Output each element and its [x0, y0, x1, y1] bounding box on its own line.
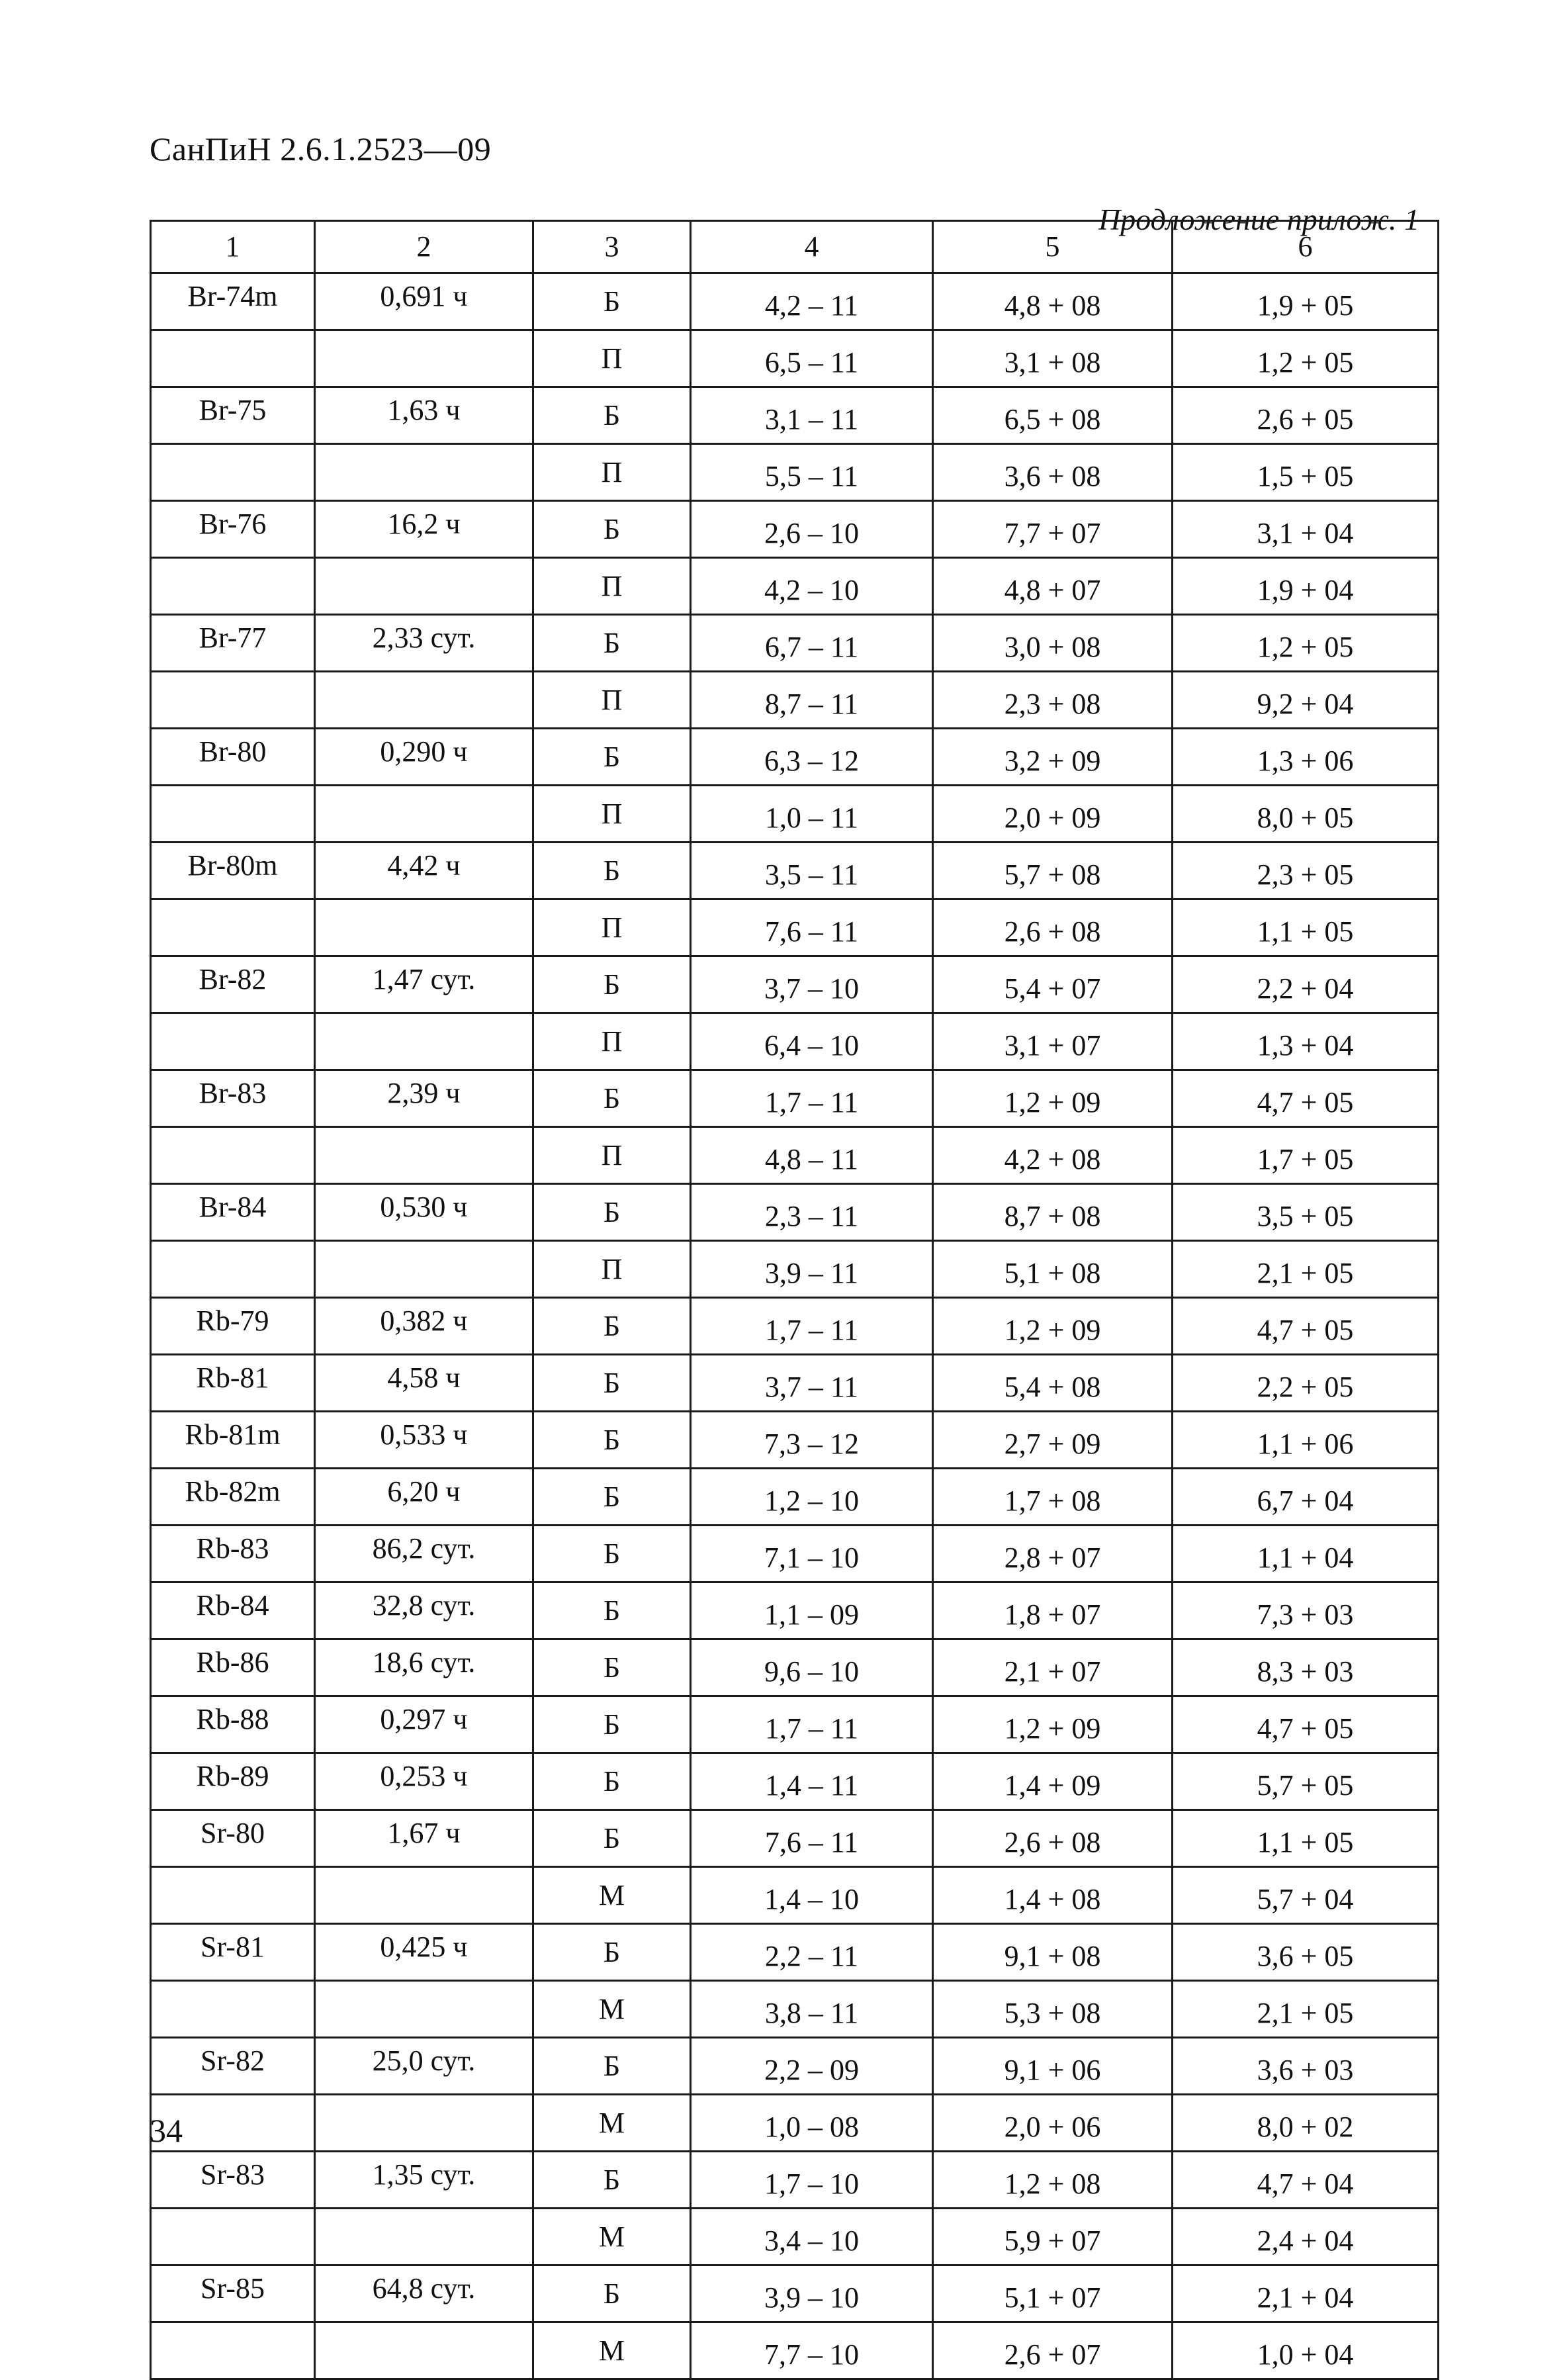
table-row: [151, 956, 1439, 1013]
value-col4-cell: 2,3 – 11: [691, 1184, 933, 1241]
value-col5-cell: 1,2 + 09: [933, 1298, 1173, 1355]
continuation-label: Продложение прилож. 1: [1098, 203, 1419, 236]
table-header-row: [151, 221, 1439, 273]
value-col5-cell: 2,6 + 08: [933, 899, 1173, 956]
half-life-cell: [315, 444, 533, 501]
value-col5-cell: 2,0 + 06: [933, 2095, 1173, 2152]
table-row: [151, 1013, 1439, 1070]
type-cell: М: [533, 2095, 691, 2152]
page-number: 34: [150, 2112, 183, 2149]
table-row: [151, 1696, 1439, 1753]
table-row: [151, 1184, 1439, 1241]
value-col6-cell: 1,1 + 04: [1173, 1526, 1439, 1582]
table-row: [151, 1924, 1439, 1981]
type-cell: Б: [533, 615, 691, 672]
type-cell: Б: [533, 956, 691, 1013]
value-col5-cell: 5,7 + 08: [933, 843, 1173, 899]
value-col4-cell: 1,4 – 10: [691, 1867, 933, 1924]
value-col5-cell: 5,1 + 08: [933, 1241, 1173, 1298]
table-row: [151, 1355, 1439, 1412]
table-row: [151, 2322, 1439, 2379]
half-life-cell: 2,39 ч: [315, 1070, 533, 1127]
type-cell: Б: [533, 1526, 691, 1582]
half-life-cell: 0,290 ч: [315, 729, 533, 786]
value-col5-cell: 4,8 + 07: [933, 558, 1173, 615]
table-row: [151, 1412, 1439, 1469]
table-row: [151, 1469, 1439, 1526]
value-col6-cell: 1,2 + 05: [1173, 330, 1439, 387]
type-cell: П: [533, 558, 691, 615]
value-col6-cell: 2,2 + 05: [1173, 1355, 1439, 1412]
value-col4-cell: 3,7 – 11: [691, 1355, 933, 1412]
column-header: 2: [315, 221, 533, 273]
value-col6-cell: 5,7 + 04: [1173, 1867, 1439, 1924]
half-life-cell: [315, 1241, 533, 1298]
type-cell: П: [533, 899, 691, 956]
table-row: [151, 1582, 1439, 1639]
type-cell: Б: [533, 501, 691, 558]
value-col5-cell: 3,1 + 07: [933, 1013, 1173, 1070]
value-col6-cell: 1,3 + 04: [1173, 1013, 1439, 1070]
nuclide-cell: [151, 444, 315, 501]
value-col4-cell: 1,7 – 11: [691, 1298, 933, 1355]
value-col6-cell: 1,7 + 05: [1173, 1127, 1439, 1184]
table-row: [151, 558, 1439, 615]
type-cell: Б: [533, 843, 691, 899]
half-life-cell: [315, 672, 533, 729]
half-life-cell: [315, 330, 533, 387]
value-col5-cell: 5,4 + 08: [933, 1355, 1173, 1412]
table-row: [151, 1298, 1439, 1355]
type-cell: П: [533, 786, 691, 843]
type-cell: П: [533, 330, 691, 387]
half-life-cell: [315, 2322, 533, 2379]
nuclide-cell: Sr-82: [151, 2038, 315, 2095]
type-cell: Б: [533, 1696, 691, 1753]
table-row: [151, 615, 1439, 672]
table-row: [151, 786, 1439, 843]
half-life-cell: [315, 1127, 533, 1184]
value-col6-cell: 2,1 + 05: [1173, 1981, 1439, 2038]
column-header: 1: [151, 221, 315, 273]
value-col5-cell: 3,2 + 09: [933, 729, 1173, 786]
value-col6-cell: 3,5 + 05: [1173, 1184, 1439, 1241]
nuclide-cell: Rb-81: [151, 1355, 315, 1412]
type-cell: Б: [533, 1810, 691, 1867]
value-col6-cell: 6,7 + 04: [1173, 1469, 1439, 1526]
type-cell: Б: [533, 1184, 691, 1241]
value-col5-cell: 1,2 + 08: [933, 2152, 1173, 2209]
value-col4-cell: 1,7 – 10: [691, 2152, 933, 2209]
value-col6-cell: 4,7 + 05: [1173, 1070, 1439, 1127]
table-row: [151, 1241, 1439, 1298]
table-row: [151, 1526, 1439, 1582]
half-life-cell: 4,58 ч: [315, 1355, 533, 1412]
value-col5-cell: 1,7 + 08: [933, 1469, 1173, 1526]
value-col4-cell: 6,3 – 12: [691, 729, 933, 786]
table-row: [151, 330, 1439, 387]
type-cell: П: [533, 1127, 691, 1184]
half-life-cell: 0,253 ч: [315, 1753, 533, 1810]
value-col4-cell: 4,2 – 11: [691, 273, 933, 330]
nuclide-cell: Br-74m: [151, 273, 315, 330]
value-col4-cell: 7,6 – 11: [691, 899, 933, 956]
value-col4-cell: 5,5 – 11: [691, 444, 933, 501]
column-header: 4: [691, 221, 933, 273]
value-col6-cell: 3,6 + 03: [1173, 2038, 1439, 2095]
table-row: [151, 501, 1439, 558]
type-cell: Б: [533, 1355, 691, 1412]
half-life-cell: 0,691 ч: [315, 273, 533, 330]
type-cell: Б: [533, 2038, 691, 2095]
half-life-cell: 4,42 ч: [315, 843, 533, 899]
type-cell: Б: [533, 1412, 691, 1469]
value-col5-cell: 4,8 + 08: [933, 273, 1173, 330]
type-cell: П: [533, 1241, 691, 1298]
value-col6-cell: 3,6 + 05: [1173, 1924, 1439, 1981]
nuclide-cell: [151, 1127, 315, 1184]
value-col6-cell: 2,1 + 05: [1173, 1241, 1439, 1298]
value-col4-cell: 1,7 – 11: [691, 1070, 933, 1127]
nuclide-cell: Rb-79: [151, 1298, 315, 1355]
value-col5-cell: 1,4 + 08: [933, 1867, 1173, 1924]
type-cell: П: [533, 672, 691, 729]
value-col5-cell: 2,1 + 07: [933, 1639, 1173, 1696]
nuclide-cell: Rb-89: [151, 1753, 315, 1810]
nuclide-cell: [151, 786, 315, 843]
half-life-cell: 0,530 ч: [315, 1184, 533, 1241]
value-col4-cell: 7,3 – 12: [691, 1412, 933, 1469]
value-col5-cell: 3,0 + 08: [933, 615, 1173, 672]
value-col6-cell: 1,2 + 05: [1173, 615, 1439, 672]
nuclide-cell: [151, 558, 315, 615]
half-life-cell: [315, 2209, 533, 2266]
type-cell: Б: [533, 1070, 691, 1127]
value-col4-cell: 9,6 – 10: [691, 1639, 933, 1696]
value-col5-cell: 2,0 + 09: [933, 786, 1173, 843]
value-col5-cell: 5,9 + 07: [933, 2209, 1173, 2266]
value-col6-cell: 4,7 + 05: [1173, 1696, 1439, 1753]
type-cell: М: [533, 1867, 691, 1924]
half-life-cell: [315, 1867, 533, 1924]
table-row: [151, 273, 1439, 330]
value-col6-cell: 2,6 + 05: [1173, 387, 1439, 444]
value-col6-cell: 8,0 + 05: [1173, 786, 1439, 843]
nuclide-cell: [151, 672, 315, 729]
half-life-cell: 64,8 сут.: [315, 2266, 533, 2322]
value-col5-cell: 1,2 + 09: [933, 1696, 1173, 1753]
table-row: [151, 1753, 1439, 1810]
type-cell: Б: [533, 387, 691, 444]
value-col4-cell: 1,4 – 11: [691, 1753, 933, 1810]
nuclide-cell: Br-76: [151, 501, 315, 558]
value-col5-cell: 9,1 + 08: [933, 1924, 1173, 1981]
nuclide-cell: [151, 330, 315, 387]
half-life-cell: [315, 2095, 533, 2152]
half-life-cell: 0,425 ч: [315, 1924, 533, 1981]
type-cell: Б: [533, 1298, 691, 1355]
value-col4-cell: 1,2 – 10: [691, 1469, 933, 1526]
column-header: 3: [533, 221, 691, 273]
value-col5-cell: 6,5 + 08: [933, 387, 1173, 444]
table-row: [151, 1981, 1439, 2038]
value-col4-cell: 2,2 – 11: [691, 1924, 933, 1981]
type-cell: М: [533, 1981, 691, 2038]
value-col5-cell: 2,7 + 09: [933, 1412, 1173, 1469]
value-col6-cell: 7,3 + 03: [1173, 1582, 1439, 1639]
value-col6-cell: 4,7 + 04: [1173, 2152, 1439, 2209]
value-col4-cell: 3,8 – 11: [691, 1981, 933, 2038]
type-cell: П: [533, 444, 691, 501]
value-col4-cell: 2,6 – 10: [691, 501, 933, 558]
type-cell: Б: [533, 1582, 691, 1639]
value-col4-cell: 6,4 – 10: [691, 1013, 933, 1070]
value-col6-cell: 5,7 + 05: [1173, 1753, 1439, 1810]
value-col5-cell: 1,8 + 07: [933, 1582, 1173, 1639]
nuclide-cell: Rb-84: [151, 1582, 315, 1639]
value-col6-cell: 2,4 + 04: [1173, 2209, 1439, 2266]
half-life-cell: 86,2 сут.: [315, 1526, 533, 1582]
column-header: 5: [933, 221, 1173, 273]
nuclide-cell: Sr-85: [151, 2266, 315, 2322]
nuclide-cell: Sr-80: [151, 1810, 315, 1867]
nuclide-cell: Br-75: [151, 387, 315, 444]
data-table: [150, 220, 1439, 2380]
nuclide-cell: Rb-82m: [151, 1469, 315, 1526]
half-life-cell: 18,6 сут.: [315, 1639, 533, 1696]
nuclide-cell: [151, 2322, 315, 2379]
type-cell: П: [533, 1013, 691, 1070]
value-col4-cell: 1,0 – 08: [691, 2095, 933, 2152]
type-cell: Б: [533, 729, 691, 786]
table-body: [151, 273, 1439, 2379]
value-col4-cell: 7,7 – 10: [691, 2322, 933, 2379]
value-col5-cell: 2,6 + 08: [933, 1810, 1173, 1867]
half-life-cell: 2,33 сут.: [315, 615, 533, 672]
value-col4-cell: 3,9 – 10: [691, 2266, 933, 2322]
value-col6-cell: 2,2 + 04: [1173, 956, 1439, 1013]
value-col5-cell: 5,1 + 07: [933, 2266, 1173, 2322]
half-life-cell: [315, 1981, 533, 2038]
table-row: [151, 2038, 1439, 2095]
half-life-cell: 25,0 сут.: [315, 2038, 533, 2095]
value-col4-cell: 7,1 – 10: [691, 1526, 933, 1582]
value-col6-cell: 1,1 + 05: [1173, 899, 1439, 956]
nuclide-cell: Sr-83: [151, 2152, 315, 2209]
value-col4-cell: 4,8 – 11: [691, 1127, 933, 1184]
value-col6-cell: 2,1 + 04: [1173, 2266, 1439, 2322]
half-life-cell: [315, 558, 533, 615]
value-col5-cell: 5,4 + 07: [933, 956, 1173, 1013]
value-col6-cell: 1,0 + 04: [1173, 2322, 1439, 2379]
table-row: [151, 1070, 1439, 1127]
half-life-cell: 32,8 сут.: [315, 1582, 533, 1639]
nuclide-cell: Br-80m: [151, 843, 315, 899]
column-header: 6: [1173, 221, 1439, 273]
table-row: [151, 444, 1439, 501]
value-col6-cell: 3,1 + 04: [1173, 501, 1439, 558]
table-row: [151, 2209, 1439, 2266]
value-col6-cell: 1,9 + 05: [1173, 273, 1439, 330]
value-col4-cell: 1,0 – 11: [691, 786, 933, 843]
value-col6-cell: 8,0 + 02: [1173, 2095, 1439, 2152]
value-col5-cell: 9,1 + 06: [933, 2038, 1173, 2095]
value-col4-cell: 3,7 – 10: [691, 956, 933, 1013]
document-header: СанПиН 2.6.1.2523—09: [150, 130, 492, 167]
value-col4-cell: 8,7 – 11: [691, 672, 933, 729]
type-cell: Б: [533, 273, 691, 330]
value-col4-cell: 7,6 – 11: [691, 1810, 933, 1867]
value-col4-cell: 2,2 – 09: [691, 2038, 933, 2095]
table-row: [151, 387, 1439, 444]
half-life-cell: 1,47 сут.: [315, 956, 533, 1013]
value-col5-cell: 8,7 + 08: [933, 1184, 1173, 1241]
nuclide-cell: Rb-88: [151, 1696, 315, 1753]
value-col5-cell: 1,4 + 09: [933, 1753, 1173, 1810]
value-col4-cell: 1,7 – 11: [691, 1696, 933, 1753]
table-row: [151, 899, 1439, 956]
table-row: [151, 2152, 1439, 2209]
table-row: [151, 2266, 1439, 2322]
table-row: [151, 1810, 1439, 1867]
value-col6-cell: 1,1 + 06: [1173, 1412, 1439, 1469]
table-row: [151, 1639, 1439, 1696]
value-col5-cell: 3,1 + 08: [933, 330, 1173, 387]
type-cell: Б: [533, 1469, 691, 1526]
type-cell: Б: [533, 2266, 691, 2322]
value-col4-cell: 4,2 – 10: [691, 558, 933, 615]
value-col4-cell: 3,9 – 11: [691, 1241, 933, 1298]
nuclide-cell: [151, 1013, 315, 1070]
half-life-cell: 1,67 ч: [315, 1810, 533, 1867]
value-col5-cell: 2,3 + 08: [933, 672, 1173, 729]
type-cell: Б: [533, 2152, 691, 2209]
value-col4-cell: 3,5 – 11: [691, 843, 933, 899]
value-col5-cell: 7,7 + 07: [933, 501, 1173, 558]
value-col6-cell: 2,3 + 05: [1173, 843, 1439, 899]
nuclide-cell: Br-77: [151, 615, 315, 672]
value-col6-cell: 9,2 + 04: [1173, 672, 1439, 729]
table-row: [151, 843, 1439, 899]
nuclide-cell: Br-82: [151, 956, 315, 1013]
half-life-cell: 0,382 ч: [315, 1298, 533, 1355]
nuclide-cell: Br-80: [151, 729, 315, 786]
value-col5-cell: 4,2 + 08: [933, 1127, 1173, 1184]
half-life-cell: [315, 786, 533, 843]
value-col6-cell: 8,3 + 03: [1173, 1639, 1439, 1696]
nuclide-cell: Rb-86: [151, 1639, 315, 1696]
nuclide-cell: Sr-81: [151, 1924, 315, 1981]
value-col4-cell: 3,4 – 10: [691, 2209, 933, 2266]
table-row: [151, 1867, 1439, 1924]
half-life-cell: 16,2 ч: [315, 501, 533, 558]
nuclide-cell: Br-83: [151, 1070, 315, 1127]
value-col5-cell: 3,6 + 08: [933, 444, 1173, 501]
nuclide-cell: [151, 899, 315, 956]
value-col6-cell: 1,3 + 06: [1173, 729, 1439, 786]
value-col5-cell: 2,6 + 07: [933, 2322, 1173, 2379]
table-row: [151, 1127, 1439, 1184]
half-life-cell: [315, 1013, 533, 1070]
half-life-cell: 0,533 ч: [315, 1412, 533, 1469]
value-col6-cell: 1,9 + 04: [1173, 558, 1439, 615]
nuclide-cell: [151, 1241, 315, 1298]
value-col5-cell: 1,2 + 09: [933, 1070, 1173, 1127]
half-life-cell: 6,20 ч: [315, 1469, 533, 1526]
table-row: [151, 2095, 1439, 2152]
value-col4-cell: 6,5 – 11: [691, 330, 933, 387]
type-cell: Б: [533, 1753, 691, 1810]
half-life-cell: [315, 899, 533, 956]
value-col5-cell: 2,8 + 07: [933, 1526, 1173, 1582]
nuclide-cell: Rb-81m: [151, 1412, 315, 1469]
value-col4-cell: 6,7 – 11: [691, 615, 933, 672]
half-life-cell: 1,63 ч: [315, 387, 533, 444]
nuclide-cell: [151, 1867, 315, 1924]
type-cell: М: [533, 2322, 691, 2379]
half-life-cell: 0,297 ч: [315, 1696, 533, 1753]
type-cell: М: [533, 2209, 691, 2266]
value-col6-cell: 1,1 + 05: [1173, 1810, 1439, 1867]
nuclide-cell: [151, 2209, 315, 2266]
value-col4-cell: 1,1 – 09: [691, 1582, 933, 1639]
table-row: [151, 672, 1439, 729]
value-col5-cell: 5,3 + 08: [933, 1981, 1173, 2038]
nuclide-cell: Rb-83: [151, 1526, 315, 1582]
nuclide-cell: [151, 1981, 315, 2038]
nuclide-cell: Br-84: [151, 1184, 315, 1241]
type-cell: Б: [533, 1924, 691, 1981]
value-col6-cell: 1,5 + 05: [1173, 444, 1439, 501]
value-col6-cell: 4,7 + 05: [1173, 1298, 1439, 1355]
value-col4-cell: 3,1 – 11: [691, 387, 933, 444]
table-row: [151, 729, 1439, 786]
half-life-cell: 1,35 сут.: [315, 2152, 533, 2209]
type-cell: Б: [533, 1639, 691, 1696]
